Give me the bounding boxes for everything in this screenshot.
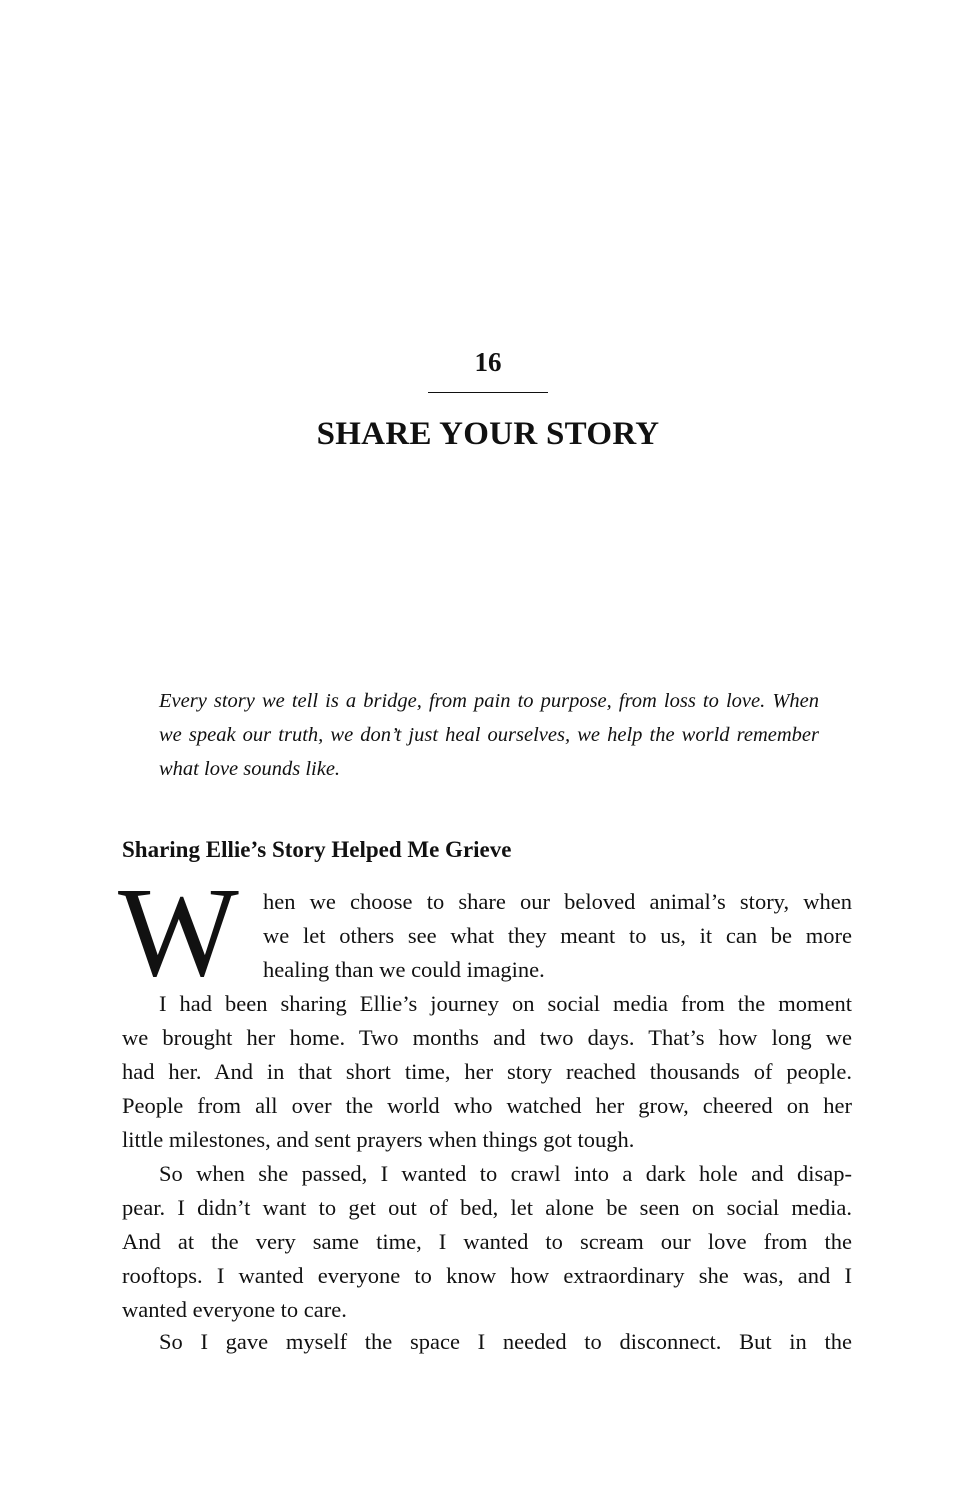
body-line: wanted everyone to care.	[122, 1297, 347, 1322]
body-line: I had been sharing Ellie’s journey on social media from the moment	[159, 991, 852, 1016]
epigraph-line: what love sounds like.	[159, 758, 341, 780]
body-line: hen we choose to share our beloved animal’s story, when	[263, 889, 852, 914]
body-line: So when she passed, I wanted to crawl into a dark hole and disap-	[159, 1161, 852, 1186]
body-line: And at the very same time, I wanted to scream our love from the	[122, 1229, 852, 1254]
epigraph-line: Every story we tell is a bridge, from pain to purpose, from loss to love. When	[159, 690, 819, 712]
body-line: we let others see what they meant to us, it can be more	[263, 923, 852, 948]
body-line: So I gave myself the space I needed to disconnect. But in the	[159, 1329, 852, 1354]
body-line: People from all over the world who watched her grow, cheered on her	[122, 1093, 852, 1118]
chapter-number: 16	[474, 347, 502, 377]
body-line: rooftops. I wanted everyone to know how extraordinary she was, and I	[122, 1263, 852, 1288]
epigraph	[159, 684, 819, 786]
body-line: had her. And in that short time, her story reached thousands of people.	[122, 1059, 852, 1084]
drop-cap: W	[118, 861, 239, 1003]
chapter-title: SHARE YOUR STORY	[316, 416, 660, 452]
epigraph-line: we speak our truth, we don’t just heal ourselves, we help the world remember	[159, 724, 819, 746]
body-line: little milestones, and sent prayers when things got tough.	[122, 1127, 635, 1152]
section-heading: Sharing Ellie’s Story Helped Me Grieve	[122, 837, 512, 862]
body-line: we brought her home. Two months and two days. That’s how long we	[122, 1025, 852, 1050]
body-line: healing than we could imagine.	[263, 957, 545, 982]
body-line: pear. I didn’t want to get out of bed, let alone be seen on social media.	[122, 1195, 852, 1220]
chapter-divider	[428, 392, 548, 393]
